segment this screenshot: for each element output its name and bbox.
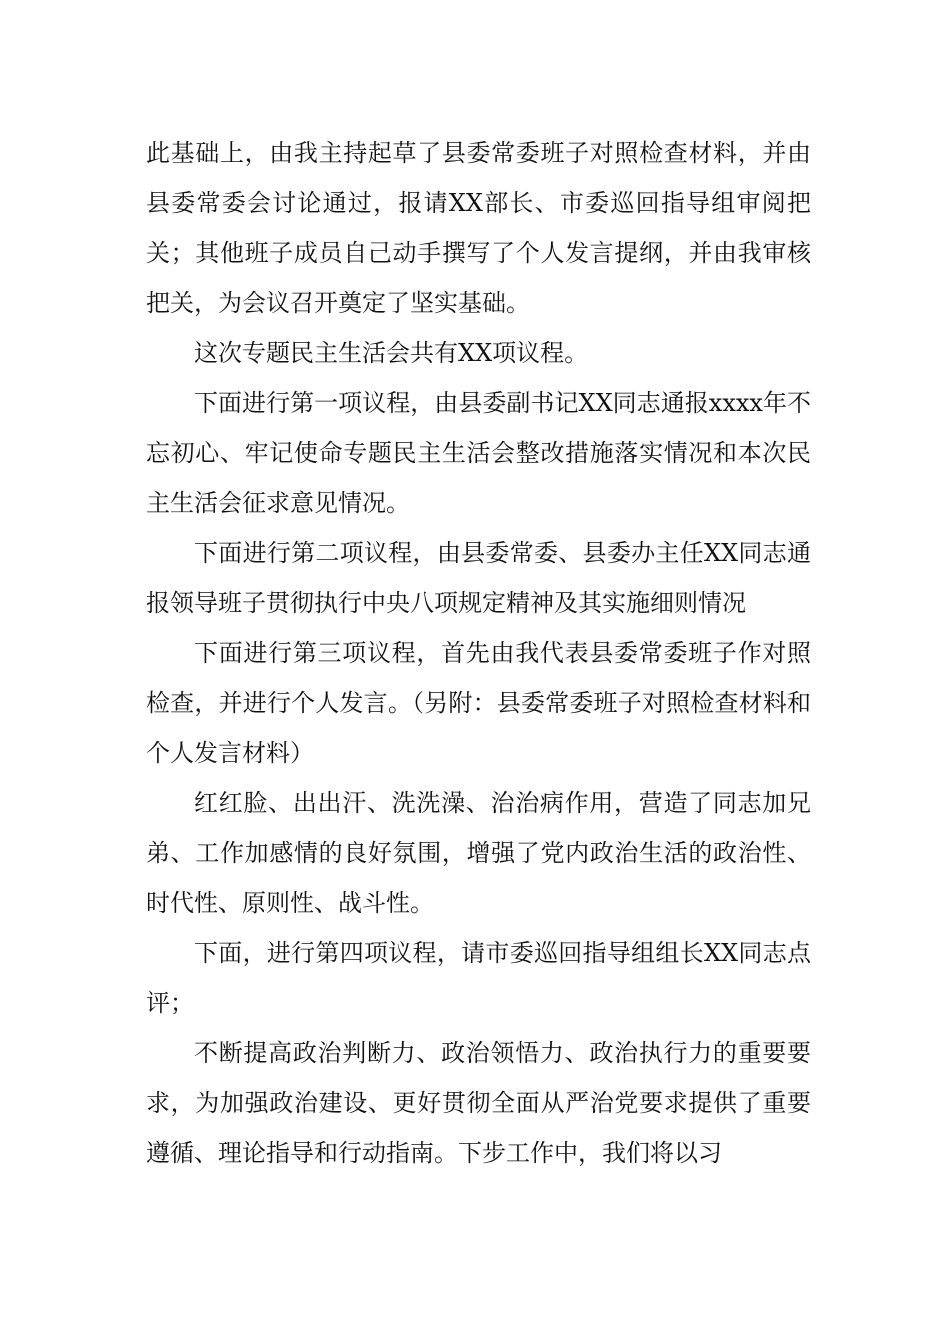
paragraph-agenda-count: 这次专题民主生活会共有XX项议程。 xyxy=(194,339,589,367)
paragraph-agenda-item-2: 下面进行第二项议程，由县委常委、县委办主任XX同志通报领导班子贯彻执行中央八项规定精神及其实施细则情况 xyxy=(146,539,811,617)
paragraph-agenda-item-1: 下面进行第一项议程，由县委副书记XX同志通报xxxx年不忘初心、牢记使命专题民主生活会整改措施落实情况和本次民主生活会征求意见情况。 xyxy=(146,389,811,517)
paragraph-continuation: 此基础上，由我主持起草了县委常委班子对照检查材料，并由县委常委会讨论通过，报请XX部长、市委巡回指导组审阅把关；其他班子成员自己动手撰写了个人发言提纲，并由我审核把关，为会议召开奠定了坚实基础。 xyxy=(146,139,811,317)
paragraph-requirements: 不断提高政治判断力、政治领悟力、政治执行力的重要要求，为加强政治建设、更好贯彻全面从严治党要求提供了重要遵循、理论指导和行动指南。下步工作中，我们将以习 xyxy=(146,1039,811,1167)
paragraph-agenda-item-4: 下面，进行第四项议程，请市委巡回指导组组长XX同志点评； xyxy=(146,939,811,1017)
paragraph-agenda-item-3: 下面进行第三项议程，首先由我代表县委常委班子作对照检查，并进行个人发言。（另附：县委常委班子对照检查材料和个人发言材料） xyxy=(146,639,811,767)
paragraph-effects: 红红脸、出出汗、洗洗澡、治治病作用，营造了同志加兄弟、工作加感情的良好氛围，增强了党内政治生活的政治性、时代性、原则性、战斗性。 xyxy=(146,789,811,917)
document-body xyxy=(146,128,811,1178)
